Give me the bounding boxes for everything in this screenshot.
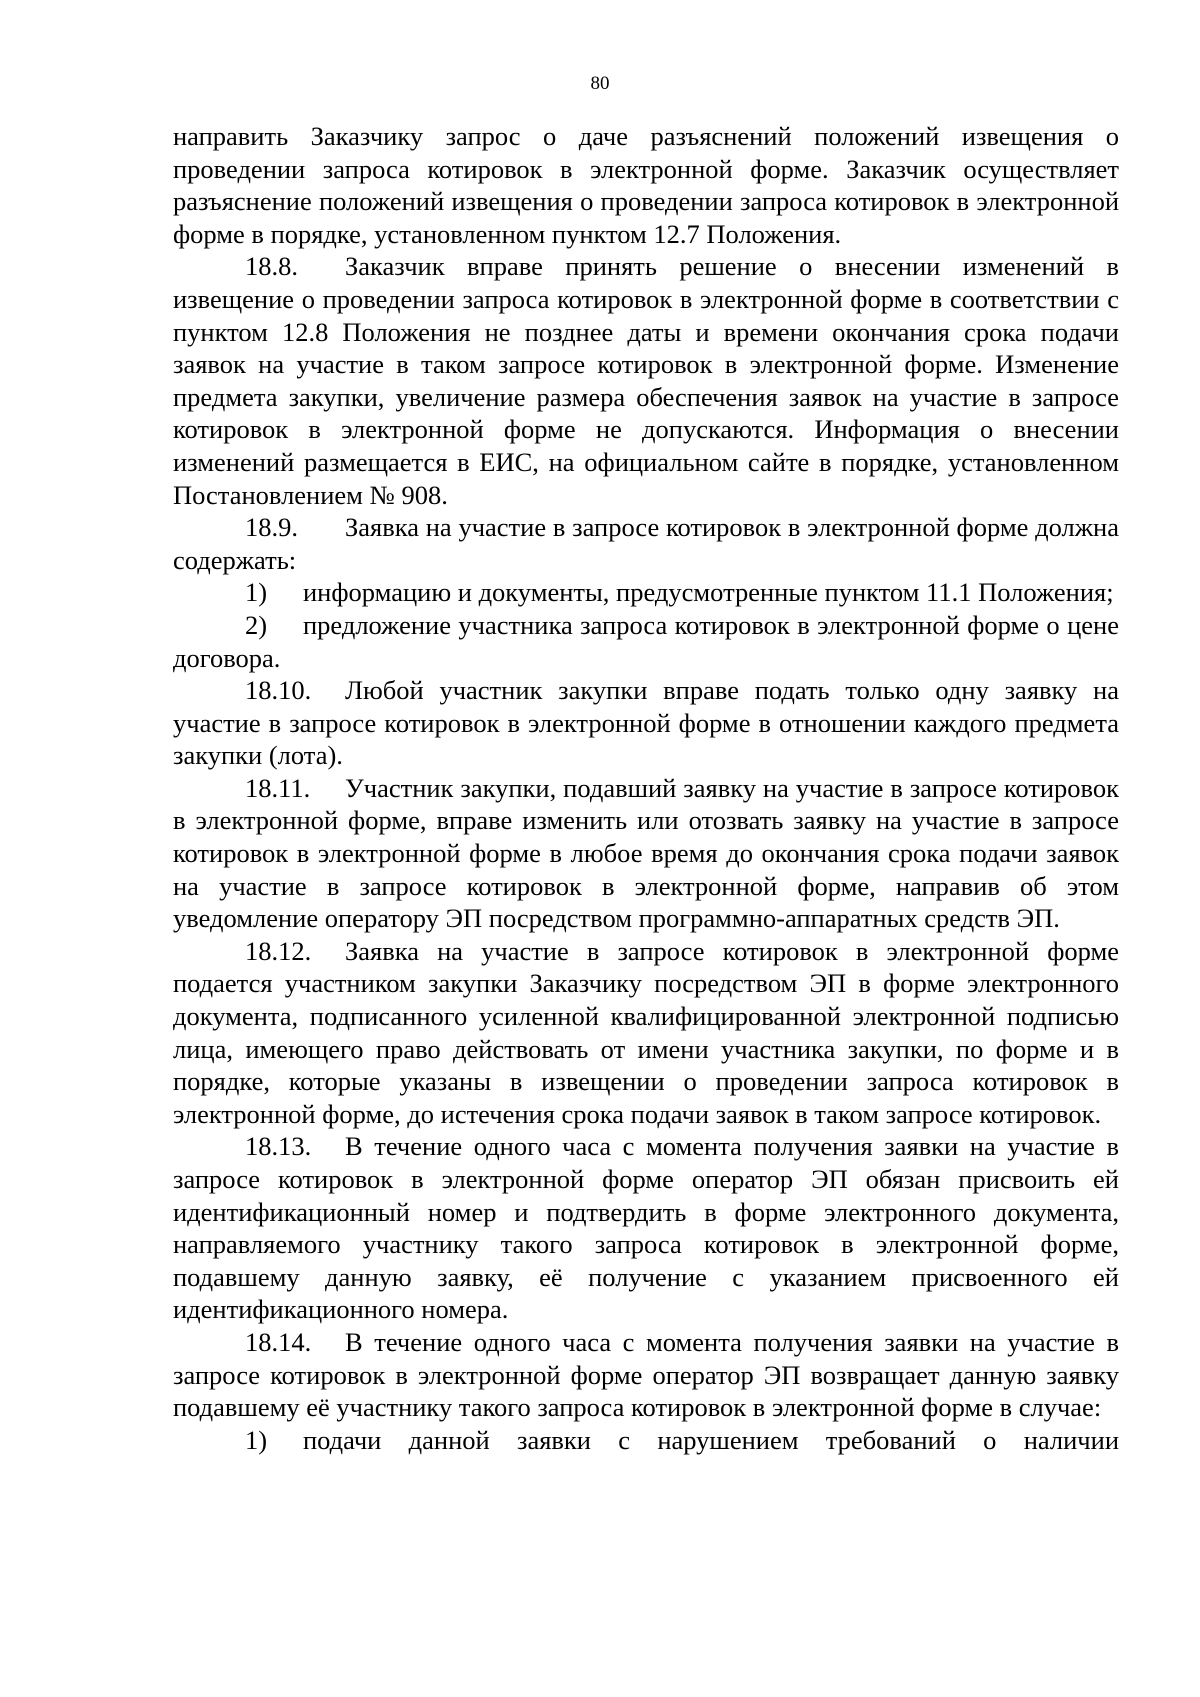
clause-number: 18.8. [245, 251, 298, 282]
list-item-text: подачи данной заявки с нарушением требований о наличии [303, 1424, 1119, 1455]
list-item-number: 1) [245, 1424, 268, 1455]
clause-number: 18.12. [245, 935, 312, 966]
clause-number: 18.14. [245, 1326, 312, 1357]
list-item-text: информацию и документы, предусмотренные пунктом 11.1 Положения; [303, 577, 1114, 608]
clause-18-13 [173, 1130, 1119, 1326]
list-item-number: 2) [245, 609, 268, 640]
clause-text: В течение одного часа с момента получения заявки на участие в запросе котировок в электронной форме оператор ЭП обязан присвоить ей идентификационный номер и подтвердить в форме электронного документа, направляемого участнику такого запроса котировок в электронной форме, подавшему данную заявку, её получение с указанием присвоенного ей идентификационного номера. [173, 1131, 1119, 1325]
clause-text: Заказчик вправе принять решение о внесении изменений в извещение о проведении запроса котировок в электронной форме в соответствии с пунктом 12.8 Положения не позднее даты и времени окончания срока подачи заявок на участие в таком запросе котировок в электронной форме. Изменение предмета закупки, увеличение размера обеспечения заявок на участие в запросе котировок в электронной форме не допускаются. Информация о внесении изменений размещается в ЕИС, на официальном сайте в порядке, установленном Постановлением № 908. [173, 251, 1119, 510]
document-body [173, 120, 1119, 1456]
clause-number: 18.9. [245, 512, 298, 543]
list-item-text: предложение участника запроса котировок в электронной форме о цене договора. [173, 609, 1119, 673]
paragraph-text: направить Заказчику запрос о даче разъяснений положений извещения о проведении запроса котировок в электронной форме. Заказчик осуществляет разъяснение положений извещения о проведении запроса котировок в электронной форме в порядке, установленном пунктом 12.7 Положения. [173, 121, 1119, 249]
clause-18-11 [173, 772, 1119, 935]
clause-18-14 [173, 1326, 1119, 1424]
clause-text: Заявка на участие в запросе котировок в электронной форме должна содержать: [173, 512, 1119, 575]
list-item-2 [173, 609, 1119, 674]
clause-text: Участник закупки, подавший заявку на участие в запросе котировок в электронной форме, вправе изменить или отозвать заявку на участие в запросе котировок в электронной форме в любое время до окончания срока подачи заявок на участие в запросе котировок в электронной форме, направив об этом уведомление оператору ЭП посредством программно-аппаратных средств ЭП. [173, 772, 1119, 934]
clause-number: 18.13. [245, 1131, 312, 1162]
clause-text: В течение одного часа с момента получения заявки на участие в запросе котировок в электронной форме оператор ЭП возвращает данную заявку подавшему её участнику такого запроса котировок в электронной форме в случае: [173, 1326, 1119, 1423]
clause-18-9 [173, 511, 1119, 576]
list-item-1 [173, 576, 1119, 609]
clause-number: 18.11. [245, 772, 311, 803]
clause-18-8 [173, 250, 1119, 511]
clause-number: 18.10. [245, 675, 312, 706]
paragraph-continuation [173, 120, 1119, 250]
list-item-number: 1) [245, 577, 268, 608]
page-number: 80 [590, 73, 610, 94]
list-item-1-continued [173, 1424, 1119, 1457]
clause-18-10 [173, 674, 1119, 772]
clause-text: Заявка на участие в запросе котировок в электронной форме подается участником закупки Заказчику посредством ЭП в форме электронного документа, подписанного усиленной квалифицированной электронной подписью лица, имеющего право действовать от имени участника закупки, по форме и в порядке, которые указаны в извещении о проведении запроса котировок в электронной форме, до истечения срока подачи заявок в таком запросе котировок. [173, 935, 1119, 1129]
clause-18-12 [173, 935, 1119, 1131]
clause-text: Любой участник закупки вправе подать только одну заявку на участие в запросе котировок в электронной форме в отношении каждого предмета закупки (лота). [173, 675, 1119, 771]
